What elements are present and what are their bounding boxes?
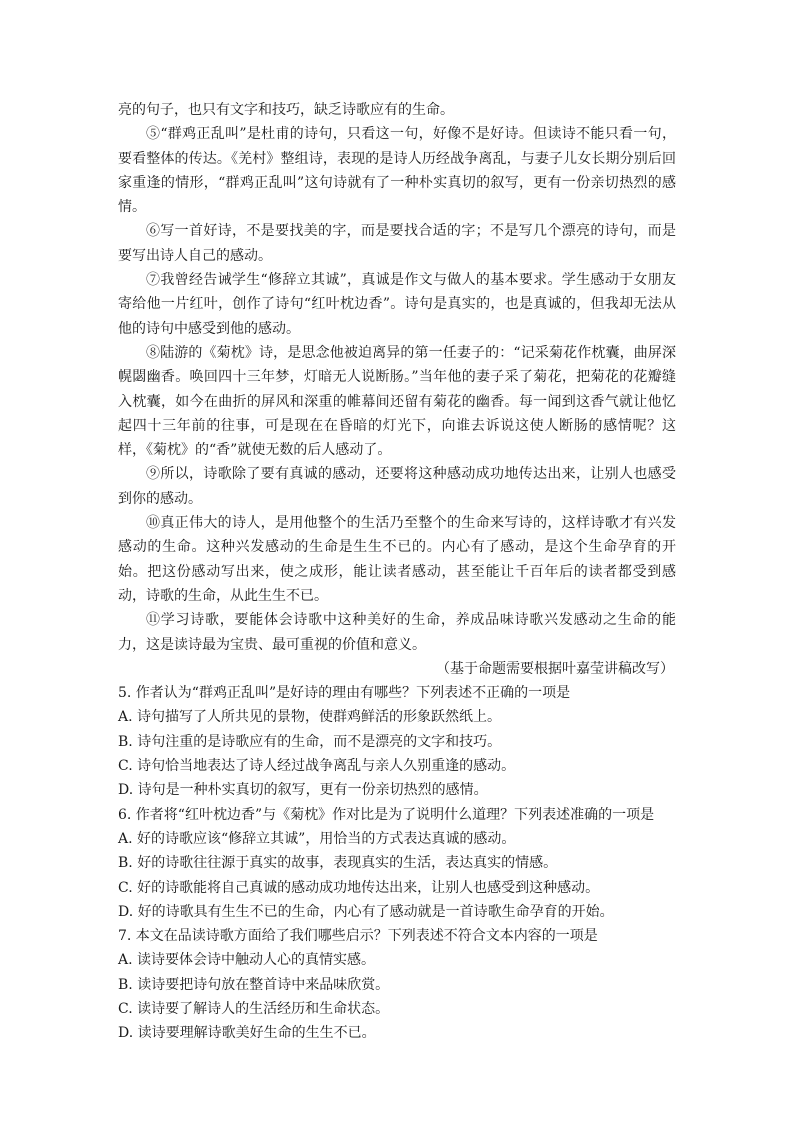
option-c: C. 读诗要了解诗人的生活经历和生命状态。: [118, 1000, 390, 1017]
paragraph-7: ⑦我曾经告诫学生“修辞立其诚”，真诚是作文与做人的基本要求。学生感动于女朋友寄给他一片红叶，创作了诗句“红叶枕边香”。诗句是真实的，也是真诚的，但我却无法从他的诗句中感受到他的感动。: [118, 272, 676, 337]
option-a: A. 好的诗歌应该“修辞立其诚”，用恰当的方式表达真诚的感动。: [118, 830, 516, 847]
paragraph-continuation: 亮的句子，也只有文字和技巧，缺乏诗歌应有的生命。: [118, 102, 454, 118]
question-5: [118, 681, 676, 802]
option-d: D. 好的诗歌具有生生不已的生命，内心有了感动就是一首诗歌生命孕育的开始。: [118, 903, 614, 920]
paragraph-10: ⑩真正伟大的诗人，是用他整个的生活乃至整个的生命来写诗的，这样诗歌才有兴发感动的生命。这种兴发感动的生命是生生不已的。内心有了感动，是这个生命孕育的开始。把这份感动写出来，使之成形，能让读者感动，甚至能让千百年后的读者都受到感动，诗歌的生命，从此生生不已。: [118, 515, 676, 604]
paragraph-6: ⑥写一首好诗，不是要找美的字，而是要找合适的字；不是写几个漂亮的诗句，而是要写出诗人自己的感动。: [118, 223, 676, 264]
option-c: C. 诗句恰当地表达了诗人经过战争离乱与亲人久别重逢的感动。: [118, 758, 516, 775]
option-b: B. 好的诗歌往往源于真实的故事，表现真实的生活，表达真实的情感。: [118, 855, 558, 872]
question-stem: 6. 作者将“红叶枕边香”与《菊枕》作对比是为了说明什么道理？下列表述准确的一项是: [118, 806, 655, 823]
option-b: B. 诗句注重的是诗歌应有的生命，而不是漂亮的文字和技巧。: [118, 733, 502, 750]
question-stem: 5. 作者认为“群鸡正乱叫”是好诗的理由有哪些？下列表述不正确的一项是: [118, 685, 571, 702]
option-d: D. 读诗要理解诗歌美好生命的生生不已。: [118, 1025, 376, 1042]
paragraph-9: ⑨所以，诗歌除了要有真诚的感动，还要将这种感动成功地传达出来，让别人也感受到你的感动。: [118, 466, 676, 507]
paragraph-8: ⑧陆游的《菊枕》诗，是思念他被迫离异的第一任妻子的：“记采菊花作枕囊，曲屏深幌閟幽香。唤回四十三年梦，灯暗无人说断肠。”当年他的妻子采了菊花，把菊花的花瓣缝入枕囊，如今在曲折的屏风和深重的帷幕间还留有菊花的幽香。每一闻到这香气就让他忆起四十三年前的往事，可是现在在昏暗的灯光下，向谁去诉说这使人断肠的感情呢？这样，《菊枕》的“香”就使无数的后人感动了。: [118, 344, 676, 459]
question-stem: 7. 本文在品读诗歌方面给了我们哪些启示？下列表述不符合文本内容的一项是: [118, 928, 598, 945]
question-7: [118, 924, 676, 1045]
option-d: D. 诗句是一种朴实真切的叙写，更有一份亲切热烈的感情。: [118, 782, 488, 799]
passage: [118, 98, 676, 657]
option-b: B. 读诗要把诗句放在整首诗中来品味欣赏。: [118, 976, 390, 993]
option-a: A. 读诗要体会诗中触动人心的真情实感。: [118, 952, 376, 969]
exam-page: [118, 98, 676, 1046]
paragraph-5: ⑤“群鸡正乱叫”是杜甫的诗句，只看这一句，好像不是好诗。但读诗不能只看一句，要看整体的传达。《羌村》整组诗，表现的是诗人历经战争离乱，与妻子儿女长期分别后回家重逢的情形，“群鸡正乱叫”这句诗就有了一种朴实真切的叙写，更有一份亲切热烈的感情。: [118, 126, 676, 216]
source-note: （基于命题需要根据叶嘉莹讲稿改写）: [436, 660, 674, 677]
question-6: [118, 803, 676, 924]
paragraph-11: ⑪学习诗歌，要能体会诗歌中这种美好的生命，养成品味诗歌兴发感动之生命的能力，这是读诗最为宝贵、最可重视的价值和意义。: [118, 612, 676, 653]
option-c: C. 好的诗歌能将自己真诚的感动成功地传达出来，让别人也感受到这种感动。: [118, 879, 600, 896]
option-a: A. 诗句描写了人所共见的景物，使群鸡鲜活的形象跃然纸上。: [118, 709, 502, 726]
